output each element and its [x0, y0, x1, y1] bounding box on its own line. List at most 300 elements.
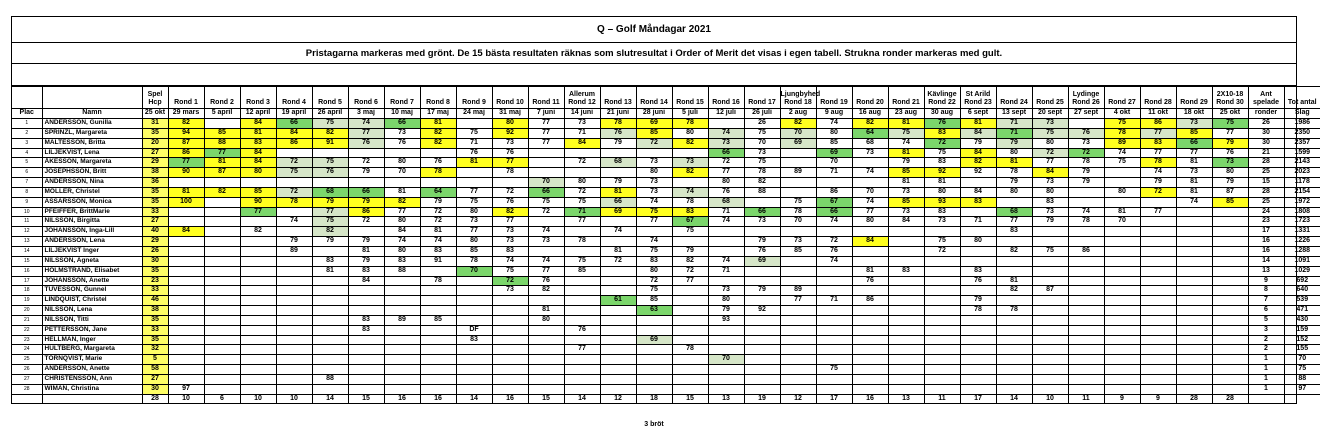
score-cell — [276, 355, 312, 365]
score-cell: 82 — [672, 138, 708, 148]
place-cell: 13 — [12, 237, 42, 247]
score-cell — [1068, 374, 1104, 384]
score-cell — [456, 374, 492, 384]
score-cell: 84 — [888, 217, 924, 227]
column-subheader: 13 sept — [996, 109, 1032, 119]
score-cell: 85 — [564, 266, 600, 276]
score-cell — [168, 325, 204, 335]
score-cell — [708, 325, 744, 335]
score-cell — [1032, 296, 1068, 306]
score-cell — [888, 296, 924, 306]
score-cell: 83 — [636, 256, 672, 266]
place-cell: 12 — [12, 227, 42, 237]
total-strokes: 1808 — [1284, 207, 1320, 217]
score-cell — [348, 345, 384, 355]
score-cell — [780, 178, 816, 188]
hcp-cell: 31 — [142, 119, 168, 129]
score-cell: 77 — [492, 217, 528, 227]
score-cell — [780, 158, 816, 168]
score-cell — [276, 296, 312, 306]
score-cell — [456, 384, 492, 394]
table-row — [12, 335, 1320, 345]
header-row-2 — [12, 109, 1320, 119]
score-cell: 74 — [528, 256, 564, 266]
score-cell — [1032, 256, 1068, 266]
score-cell — [744, 227, 780, 237]
score-cell — [204, 384, 240, 394]
player-name: ASSARSSON, Monica — [42, 197, 142, 207]
place-cell: 4 — [12, 148, 42, 158]
score-cell: 78 — [456, 256, 492, 266]
table-row — [12, 119, 1320, 129]
score-cell: 78 — [744, 168, 780, 178]
score-cell: 77 — [348, 128, 384, 138]
column-header: Spel Hcp — [142, 87, 168, 109]
score-cell: 72 — [636, 276, 672, 286]
footer-count: 28 — [142, 394, 168, 403]
score-cell: 84 — [240, 158, 276, 168]
score-cell — [600, 325, 636, 335]
score-cell — [924, 266, 960, 276]
score-cell: 81 — [1176, 187, 1212, 197]
score-cell: 83 — [1032, 197, 1068, 207]
score-cell: 84 — [276, 128, 312, 138]
score-cell: 78 — [564, 237, 600, 247]
score-cell — [960, 335, 996, 345]
score-cell: 76 — [528, 276, 564, 286]
score-cell — [1176, 345, 1212, 355]
column-subheader: 14 juni — [564, 109, 600, 119]
column-subheader: ronder — [1248, 109, 1284, 119]
score-cell — [600, 315, 636, 325]
score-cell: 69 — [636, 119, 672, 129]
score-cell — [816, 178, 852, 188]
score-cell — [672, 315, 708, 325]
score-cell — [1104, 168, 1140, 178]
score-cell — [852, 325, 888, 335]
score-cell: 71 — [996, 119, 1032, 129]
score-cell — [852, 178, 888, 188]
score-cell: 66 — [276, 119, 312, 129]
footer-count: 12 — [780, 394, 816, 403]
score-cell: 73 — [924, 217, 960, 227]
score-cell — [888, 256, 924, 266]
score-cell — [204, 355, 240, 365]
score-cell — [636, 374, 672, 384]
score-cell: 77 — [672, 276, 708, 286]
column-subheader: 5 juli — [672, 109, 708, 119]
score-cell: 75 — [744, 128, 780, 138]
score-cell: 76 — [564, 325, 600, 335]
score-cell: 84 — [1032, 168, 1068, 178]
score-cell — [1176, 207, 1212, 217]
footer-count: 28 — [1212, 394, 1248, 403]
hcp-cell: 30 — [142, 384, 168, 394]
place-cell: 17 — [12, 276, 42, 286]
score-cell — [564, 296, 600, 306]
score-cell — [348, 296, 384, 306]
score-cell: 77 — [204, 148, 240, 158]
score-cell: 66 — [744, 207, 780, 217]
score-cell: 81 — [168, 187, 204, 197]
place-cell: 15 — [12, 256, 42, 266]
footer-count: 28 — [1176, 394, 1212, 403]
score-cell: 84 — [852, 237, 888, 247]
score-cell: 26 — [744, 119, 780, 129]
score-cell — [1212, 384, 1248, 394]
score-cell — [600, 335, 636, 345]
column-header: Rond 15 — [672, 87, 708, 109]
score-cell — [420, 178, 456, 188]
score-cell: 79 — [420, 197, 456, 207]
place-cell: 24 — [12, 345, 42, 355]
place-cell: 18 — [12, 286, 42, 296]
score-cell — [204, 325, 240, 335]
score-cell — [672, 237, 708, 247]
score-cell — [168, 237, 204, 247]
score-cell: 73 — [1032, 178, 1068, 188]
score-cell — [276, 374, 312, 384]
score-cell: 81 — [384, 187, 420, 197]
score-cell — [852, 246, 888, 256]
score-cell: 74 — [420, 237, 456, 247]
column-subheader: 25 okt — [142, 109, 168, 119]
score-cell — [672, 325, 708, 335]
score-cell — [1140, 197, 1176, 207]
total-strokes: 2350 — [1284, 128, 1320, 138]
column-header: Rond 6 — [348, 87, 384, 109]
score-cell — [744, 276, 780, 286]
score-cell: 77 — [1140, 207, 1176, 217]
score-cell — [1032, 365, 1068, 375]
score-cell — [816, 335, 852, 345]
score-cell: 72 — [1140, 187, 1176, 197]
score-cell — [456, 119, 492, 129]
score-cell — [888, 246, 924, 256]
score-cell: 75 — [780, 197, 816, 207]
score-cell: 70 — [744, 138, 780, 148]
footer-count: 17 — [816, 394, 852, 403]
player-name: HELLMAN, Inger — [42, 335, 142, 345]
score-cell: 75 — [672, 227, 708, 237]
score-cell — [888, 286, 924, 296]
score-cell: 92 — [744, 306, 780, 316]
rounds-played: 24 — [1248, 207, 1284, 217]
total-strokes: 70 — [1284, 355, 1320, 365]
footer-count: 10 — [240, 394, 276, 403]
score-cell: 97 — [168, 384, 204, 394]
score-cell — [960, 345, 996, 355]
player-name: MÖLLER, Christel — [42, 187, 142, 197]
score-cell: 72 — [636, 138, 672, 148]
score-cell: 70 — [384, 168, 420, 178]
score-cell — [1140, 266, 1176, 276]
score-cell — [780, 374, 816, 384]
score-cell: 80 — [672, 128, 708, 138]
score-cell — [1104, 315, 1140, 325]
hcp-cell: 29 — [142, 237, 168, 247]
score-cell: 81 — [240, 128, 276, 138]
score-cell — [1104, 374, 1140, 384]
score-cell: 78 — [1068, 217, 1104, 227]
score-cell — [276, 276, 312, 286]
score-cell: 83 — [312, 256, 348, 266]
column-subheader: 16 aug — [852, 109, 888, 119]
score-cell: 73 — [1176, 119, 1212, 129]
score-cell — [1032, 325, 1068, 335]
hcp-cell: 33 — [142, 325, 168, 335]
table-row — [12, 246, 1320, 256]
score-cell: 70 — [708, 355, 744, 365]
score-cell: 68 — [996, 207, 1032, 217]
score-cell — [924, 306, 960, 316]
column-header — [42, 87, 142, 109]
score-cell: 77 — [384, 207, 420, 217]
score-cell — [1068, 335, 1104, 345]
score-cell — [1104, 286, 1140, 296]
total-strokes: 97 — [1284, 384, 1320, 394]
column-subheader: 19 april — [276, 109, 312, 119]
score-cell: 73 — [672, 158, 708, 168]
footer-count: 15 — [348, 394, 384, 403]
column-subheader: 25 okt — [1212, 109, 1248, 119]
score-cell — [1068, 306, 1104, 316]
place-cell: 2 — [12, 128, 42, 138]
score-cell — [852, 374, 888, 384]
footer-count: 9 — [1104, 394, 1140, 403]
score-cell: 73 — [636, 158, 672, 168]
hcp-cell: 32 — [142, 345, 168, 355]
score-cell: 76 — [492, 197, 528, 207]
score-cell: 70 — [1104, 217, 1140, 227]
score-cell: 80 — [384, 246, 420, 256]
score-cell — [456, 168, 492, 178]
score-cell: 86 — [276, 138, 312, 148]
score-cell — [1212, 374, 1248, 384]
column-subheader: 4 okt — [1104, 109, 1140, 119]
score-cell: 73 — [708, 138, 744, 148]
score-cell — [1140, 276, 1176, 286]
column-header: Rond 21 — [888, 87, 924, 109]
score-cell: 80 — [1032, 187, 1068, 197]
column-header: Rond 19 — [816, 87, 852, 109]
table-row — [12, 138, 1320, 148]
score-cell: 82 — [240, 227, 276, 237]
score-cell — [708, 276, 744, 286]
total-strokes: 640 — [1284, 286, 1320, 296]
score-cell — [924, 276, 960, 286]
score-cell: 70 — [852, 187, 888, 197]
column-subheader: Slag — [1284, 109, 1320, 119]
score-cell — [456, 345, 492, 355]
score-cell: 74 — [888, 138, 924, 148]
score-cell: 77 — [528, 266, 564, 276]
score-cell — [1140, 286, 1176, 296]
score-cell: 71 — [708, 207, 744, 217]
score-cell — [312, 276, 348, 286]
footer-count: 11 — [924, 394, 960, 403]
score-cell: 74 — [492, 256, 528, 266]
score-cell: 88 — [744, 187, 780, 197]
score-cell — [204, 374, 240, 384]
score-cell — [600, 345, 636, 355]
score-cell — [960, 384, 996, 394]
score-cell — [1212, 325, 1248, 335]
score-cell: 63 — [636, 306, 672, 316]
player-name: JOHANSSON, Inga-Lill — [42, 227, 142, 237]
score-cell: 82 — [744, 178, 780, 188]
score-cell: 81 — [1176, 158, 1212, 168]
score-cell: 74 — [1176, 197, 1212, 207]
score-cell — [312, 345, 348, 355]
score-cell — [1212, 246, 1248, 256]
score-cell — [528, 365, 564, 375]
player-name: HOLMSTRAND, Elisabet — [42, 266, 142, 276]
score-cell: 73 — [888, 187, 924, 197]
footer-count: 14 — [564, 394, 600, 403]
score-cell — [240, 325, 276, 335]
score-cell — [780, 315, 816, 325]
score-cell — [240, 286, 276, 296]
score-cell — [960, 227, 996, 237]
score-cell — [276, 384, 312, 394]
column-header: 2X10-18 Rond 30 — [1212, 87, 1248, 109]
score-cell — [600, 168, 636, 178]
score-cell: 61 — [600, 296, 636, 306]
score-cell — [1140, 296, 1176, 306]
score-cell: 83 — [240, 138, 276, 148]
score-cell: 77 — [240, 207, 276, 217]
score-cell: 85 — [420, 315, 456, 325]
score-cell — [1068, 256, 1104, 266]
score-cell — [1032, 315, 1068, 325]
score-cell — [1068, 197, 1104, 207]
score-cell — [1140, 306, 1176, 316]
score-cell: 81 — [204, 158, 240, 168]
total-strokes: 2357 — [1284, 138, 1320, 148]
score-cell — [852, 365, 888, 375]
score-cell: 92 — [960, 168, 996, 178]
score-cell: 73 — [636, 178, 672, 188]
score-cell: 78 — [420, 276, 456, 286]
score-cell — [492, 315, 528, 325]
score-cell: 82 — [528, 286, 564, 296]
score-cell: 94 — [168, 128, 204, 138]
column-subheader: 30 aug — [924, 109, 960, 119]
score-cell — [348, 286, 384, 296]
score-cell: 74 — [852, 197, 888, 207]
place-cell: 16 — [12, 266, 42, 276]
score-cell: 76 — [312, 168, 348, 178]
score-cell: 75 — [456, 128, 492, 138]
score-cell: 75 — [1212, 119, 1248, 129]
score-cell: 83 — [996, 227, 1032, 237]
score-cell: 85 — [636, 128, 672, 138]
score-cell: 77 — [564, 217, 600, 227]
footer-count — [1248, 394, 1284, 403]
score-cell: 75 — [1104, 158, 1140, 168]
score-cell: 79 — [888, 158, 924, 168]
score-cell: 81 — [420, 119, 456, 129]
score-cell — [1176, 256, 1212, 266]
rounds-played: 25 — [1248, 197, 1284, 207]
player-name: NILSSON, Lena — [42, 306, 142, 316]
column-header: Kävlinge Rond 22 — [924, 87, 960, 109]
table-row — [12, 207, 1320, 217]
score-cell — [384, 335, 420, 345]
column-header: Ljungbyhed Rond 18 — [780, 87, 816, 109]
score-cell: 78 — [276, 197, 312, 207]
score-cell — [1068, 227, 1104, 237]
score-cell — [852, 384, 888, 394]
footer-count — [12, 394, 42, 403]
score-cell — [1068, 365, 1104, 375]
score-cell: 81 — [1104, 207, 1140, 217]
footer-count — [1284, 394, 1320, 403]
score-cell — [420, 345, 456, 355]
score-cell: 77 — [528, 119, 564, 129]
score-cell — [456, 296, 492, 306]
score-cell — [384, 355, 420, 365]
score-cell: 85 — [636, 296, 672, 306]
score-cell — [600, 384, 636, 394]
score-cell — [708, 335, 744, 345]
rounds-played: 9 — [1248, 276, 1284, 286]
column-subheader: 28 juni — [636, 109, 672, 119]
score-cell: 85 — [816, 138, 852, 148]
score-cell: 70 — [780, 217, 816, 227]
score-cell: 76 — [492, 148, 528, 158]
score-cell — [1212, 227, 1248, 237]
score-cell — [1032, 276, 1068, 286]
place-cell: 10 — [12, 207, 42, 217]
score-cell: 75 — [564, 256, 600, 266]
score-cell — [1212, 237, 1248, 247]
score-cell — [816, 345, 852, 355]
score-cell: 83 — [924, 128, 960, 138]
score-cell — [240, 237, 276, 247]
score-cell: 76 — [960, 276, 996, 286]
score-cell — [1104, 384, 1140, 394]
score-cell — [420, 296, 456, 306]
hcp-cell: 27 — [142, 374, 168, 384]
score-cell — [1104, 246, 1140, 256]
score-cell — [564, 335, 600, 345]
score-cell — [240, 276, 276, 286]
score-cell — [744, 325, 780, 335]
score-cell: 82 — [780, 119, 816, 129]
score-cell — [492, 345, 528, 355]
score-cell — [816, 355, 852, 365]
score-cell — [1068, 286, 1104, 296]
hcp-cell: 27 — [142, 148, 168, 158]
score-cell — [348, 355, 384, 365]
score-cell — [924, 227, 960, 237]
score-cell: 86 — [348, 207, 384, 217]
place-cell: 11 — [12, 217, 42, 227]
score-cell: 78 — [1068, 158, 1104, 168]
player-name: PETTERSSON, Jane — [42, 325, 142, 335]
score-cell: 72 — [492, 276, 528, 286]
score-cell: 77 — [852, 207, 888, 217]
score-cell — [780, 266, 816, 276]
total-strokes: 2023 — [1284, 168, 1320, 178]
score-cell: 85 — [888, 168, 924, 178]
score-cell — [564, 355, 600, 365]
score-cell: 73 — [384, 128, 420, 138]
score-cell — [1104, 237, 1140, 247]
score-cell — [1176, 246, 1212, 256]
